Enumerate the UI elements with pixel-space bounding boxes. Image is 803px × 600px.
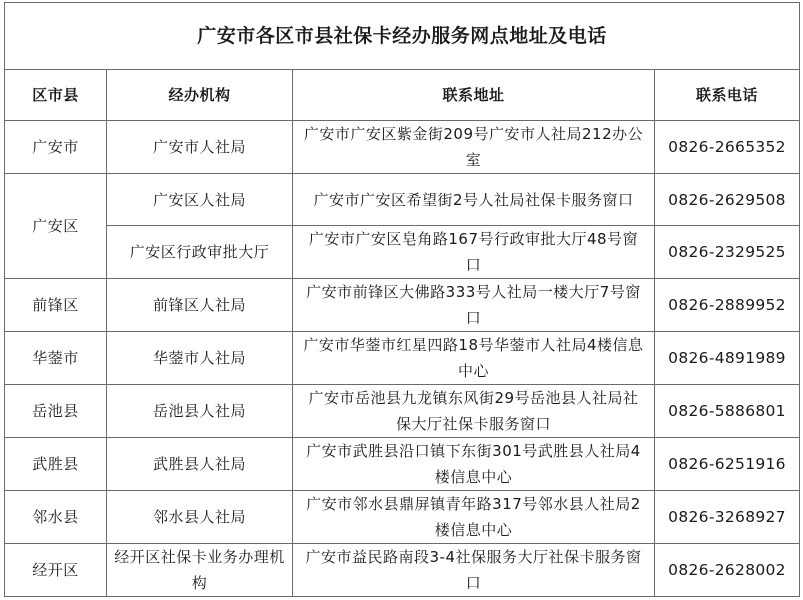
address-text: 广安市前锋区大佛路333号人社局一楼大厅7号窗口 bbox=[306, 283, 641, 327]
address-text: 广安市岳池县九龙镇东风街29号岳池县人社局社保大厅社保卡服务窗口 bbox=[308, 389, 639, 433]
address-cell bbox=[293, 226, 655, 279]
address-text: 广安市华蓥市红星四路18号华蓥市人社局4楼信息中心 bbox=[303, 336, 644, 380]
agency-cell: 邻水县人社局 bbox=[107, 491, 293, 544]
table-row bbox=[5, 438, 800, 491]
address-text: 广安市广安区紫金街209号广安市人社局212办公室 bbox=[303, 125, 644, 169]
district-cell: 邻水县 bbox=[5, 491, 107, 544]
header-agency: 经办机构 bbox=[107, 70, 293, 121]
table-row bbox=[5, 121, 800, 174]
agency-cell: 华蓥市人社局 bbox=[107, 332, 293, 385]
address-cell bbox=[293, 385, 655, 438]
header-row bbox=[5, 70, 800, 121]
address-text: 广安市广安区皂角路167号行政审批大厅48号窗口 bbox=[308, 230, 639, 274]
address-cell bbox=[293, 174, 655, 226]
agency-cell: 广安区人社局 bbox=[107, 174, 293, 226]
phone-cell: 0826-6251916 bbox=[655, 438, 800, 491]
agency-cell: 岳池县人社局 bbox=[107, 385, 293, 438]
phone-cell: 0826-2665352 bbox=[655, 121, 800, 174]
agency-cell: 武胜县人社局 bbox=[107, 438, 293, 491]
table-row bbox=[5, 332, 800, 385]
phone-cell: 0826-2889952 bbox=[655, 279, 800, 332]
phone-cell: 0826-4891989 bbox=[655, 332, 800, 385]
table-row bbox=[5, 279, 800, 332]
phone-cell: 0826-5886801 bbox=[655, 385, 800, 438]
title-row bbox=[5, 3, 800, 70]
agency-cell: 经开区社保卡业务办理机构 bbox=[107, 544, 293, 597]
agency-cell: 前锋区人社局 bbox=[107, 279, 293, 332]
table-row bbox=[5, 544, 800, 597]
header-phone: 联系电话 bbox=[655, 70, 800, 121]
district-cell: 广安市 bbox=[5, 121, 107, 174]
table-row bbox=[5, 491, 800, 544]
agency-cell: 广安市人社局 bbox=[107, 121, 293, 174]
agency-cell: 广安区行政审批大厅 bbox=[107, 226, 293, 279]
district-cell: 岳池县 bbox=[5, 385, 107, 438]
table-row bbox=[5, 385, 800, 438]
phone-cell: 0826-2329525 bbox=[655, 226, 800, 279]
district-cell: 华蓥市 bbox=[5, 332, 107, 385]
district-cell: 经开区 bbox=[5, 544, 107, 597]
contact-table bbox=[4, 2, 800, 597]
phone-cell: 0826-3268927 bbox=[655, 491, 800, 544]
address-cell bbox=[293, 279, 655, 332]
address-cell bbox=[293, 332, 655, 385]
district-cell: 广安区 bbox=[5, 174, 107, 279]
address-text: 广安市武胜县沿口镇下东街301号武胜县人社局4楼信息中心 bbox=[306, 442, 641, 486]
table-row bbox=[5, 226, 800, 279]
header-address: 联系地址 bbox=[293, 70, 655, 121]
address-cell bbox=[293, 121, 655, 174]
phone-cell: 0826-2628002 bbox=[655, 544, 800, 597]
district-cell: 武胜县 bbox=[5, 438, 107, 491]
address-text: 广安市广安区希望街2号人社局社保卡服务窗口 bbox=[313, 190, 634, 209]
address-text: 广安市益民路南段3-4社保服务大厅社保卡服务窗口 bbox=[305, 548, 642, 592]
table-title: 广安市各区市县社保卡经办服务网点地址及电话 bbox=[5, 3, 800, 70]
address-cell bbox=[293, 491, 655, 544]
document-sheet bbox=[4, 2, 799, 597]
header-district: 区市县 bbox=[5, 70, 107, 121]
address-cell bbox=[293, 438, 655, 491]
address-cell bbox=[293, 544, 655, 597]
phone-cell: 0826-2629508 bbox=[655, 174, 800, 226]
district-cell: 前锋区 bbox=[5, 279, 107, 332]
table-row bbox=[5, 174, 800, 226]
address-text: 广安市邻水县鼎屏镇青年路317号邻水县人社局2楼信息中心 bbox=[306, 495, 641, 539]
